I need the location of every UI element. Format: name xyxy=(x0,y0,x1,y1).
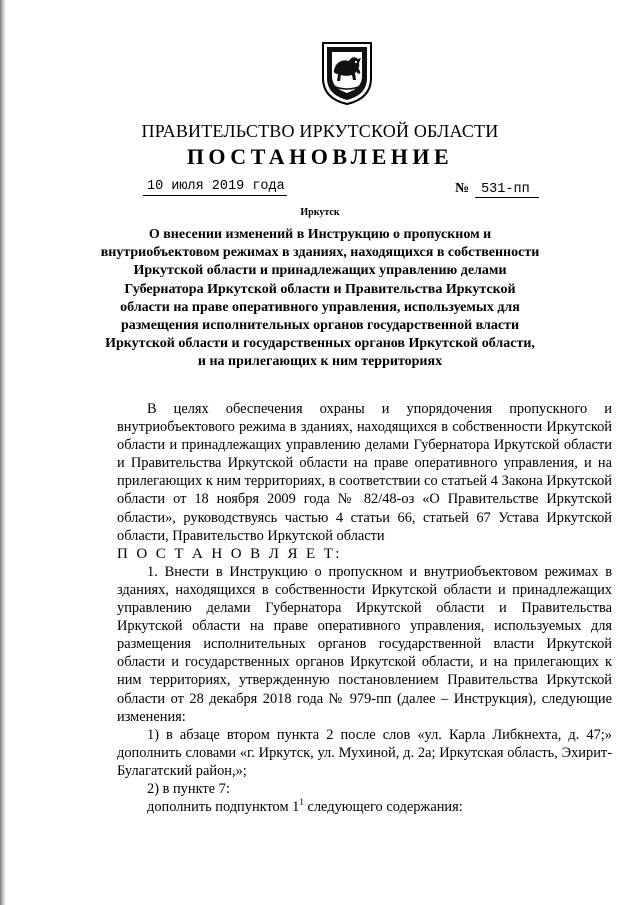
number-sign: № xyxy=(455,181,470,196)
item-1-2-paragraph: 2) в пункте 7: xyxy=(147,780,230,797)
document-number xyxy=(455,181,539,198)
document-date: 10 июля 2019 года xyxy=(143,179,287,196)
preamble-paragraph: В целях обеспечения охраны и упорядочения пропускного и внутриобъектового режима в зданиях, находящихся в собственности Иркутской области и принадлежащих управлению делами Губернатора Иркутской области и Правительства Иркутской области на праве оперативного управления, и на прилегающих к ним территориях, в соответствии со статьей 4 Закона Иркутской области от 18 ноября 2009 года № 82/48-оз «О Правительстве Иркутской области», руководствуясь частью 4 статьи 66, статьей 67 Устава Иркутской области, Правительство Иркутской области xyxy=(117,401,612,544)
document-title: О внесении изменений в Инструкцию о пропускном и внутриобъектовом режимах в зданиях, находящихся в собственности Иркутской области и принадлежащих управлению делами Губернатора Иркутской области и Правительства Иркутской области на праве оперативного управления, используемых для размещения исполнительных органов государственной власти Иркутской области и государственных органов Иркутской области, и на прилегающих к ним территориях xyxy=(100,227,540,370)
document-type: ПОСТАНОВЛЕНИЕ xyxy=(186,144,454,169)
organization-name: ПРАВИТЕЛЬСТВО ИРКУТСКОЙ ОБЛАСТИ xyxy=(141,121,499,141)
item-1-2a-paragraph xyxy=(117,798,612,816)
item-1-2a-superscript: 1 xyxy=(299,797,304,808)
number-value: 531-пп xyxy=(475,182,539,198)
item-1-2a-text: дополнить подпунктом 1 xyxy=(147,799,300,816)
item-1-1-paragraph: 1) в абзаце втором пункта 2 после слов «ул. Карла Либкнехта, д. 47;» дополнить словами «г. Иркутск, ул. Мухиной, д. 2а; Иркутская область, Эхирит-Булагатский район,»; xyxy=(117,726,612,779)
city-name: Иркутск xyxy=(300,207,340,218)
coat-of-arms-icon xyxy=(320,40,374,106)
item-1-2a-tail: следующего содержания: xyxy=(303,799,463,816)
item-1-paragraph: 1. Внести в Инструкцию о пропускном и внутриобъектовом режимах в зданиях, находящихся в собственности Иркутской области и принадлежащих управлению делами Губернатора Иркутской области и Правительства Иркутской области на праве оперативного управления, используемых для размещения исполнительных органов государственной власти Иркутской области и государственных органов Иркутской области, и на прилегающих к ним территориях, утвержденную постановлением Правительства Иркутской области от 28 декабря 2018 года № 979-пп (далее – Инструкция), следующие изменения: xyxy=(117,563,612,725)
resolve-heading: П О С Т А Н О В Л Я Е Т: xyxy=(117,545,342,562)
document-body xyxy=(117,400,612,816)
